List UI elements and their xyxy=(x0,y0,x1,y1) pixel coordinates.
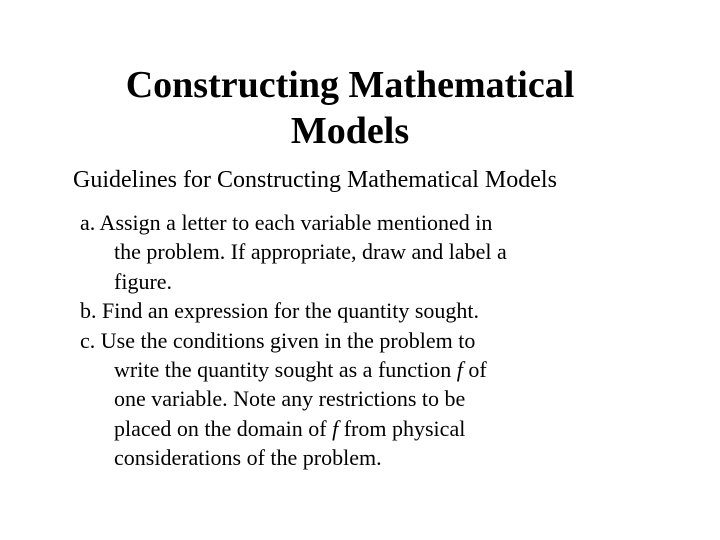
guideline-b xyxy=(80,296,680,325)
title-line-2: Models xyxy=(290,110,410,152)
guideline-c-line-4-text-b: from physical xyxy=(338,415,466,441)
guideline-c-line-5: considerations of the problem. xyxy=(114,445,382,471)
guideline-c-line-3: one variable. Note any restrictions to be xyxy=(114,386,466,412)
guideline-c-line-4-text-a: placed on the domain of xyxy=(114,415,333,441)
guideline-c-line-2-text-b: of xyxy=(462,357,487,383)
guideline-c-line-4 xyxy=(80,414,680,443)
slide-title xyxy=(60,62,640,154)
guideline-c-line-2-text-a: write the quantity sought as a function xyxy=(114,357,457,383)
guideline-c-line-2 xyxy=(80,355,680,384)
guideline-a-line-3: figure. xyxy=(114,268,173,294)
guideline-c-line-1: c. Use the conditions given in the problem to xyxy=(80,327,476,353)
title-line-1: Constructing Mathematical xyxy=(125,64,575,106)
function-f-symbol: f xyxy=(456,357,463,383)
slide-subtitle: Guidelines for Constructing Mathematical Models xyxy=(73,167,557,193)
guideline-b-line-1: b. Find an expression for the quantity sought. xyxy=(80,298,480,324)
guideline-a-line-2: the problem. If appropriate, draw and label a xyxy=(114,239,507,265)
guideline-c xyxy=(80,326,680,473)
guideline-a-line-1: a. Assign a letter to each variable mentioned in xyxy=(80,210,493,235)
guideline-a xyxy=(80,208,680,296)
guidelines-list xyxy=(80,208,680,473)
function-f-symbol: f xyxy=(332,415,339,441)
